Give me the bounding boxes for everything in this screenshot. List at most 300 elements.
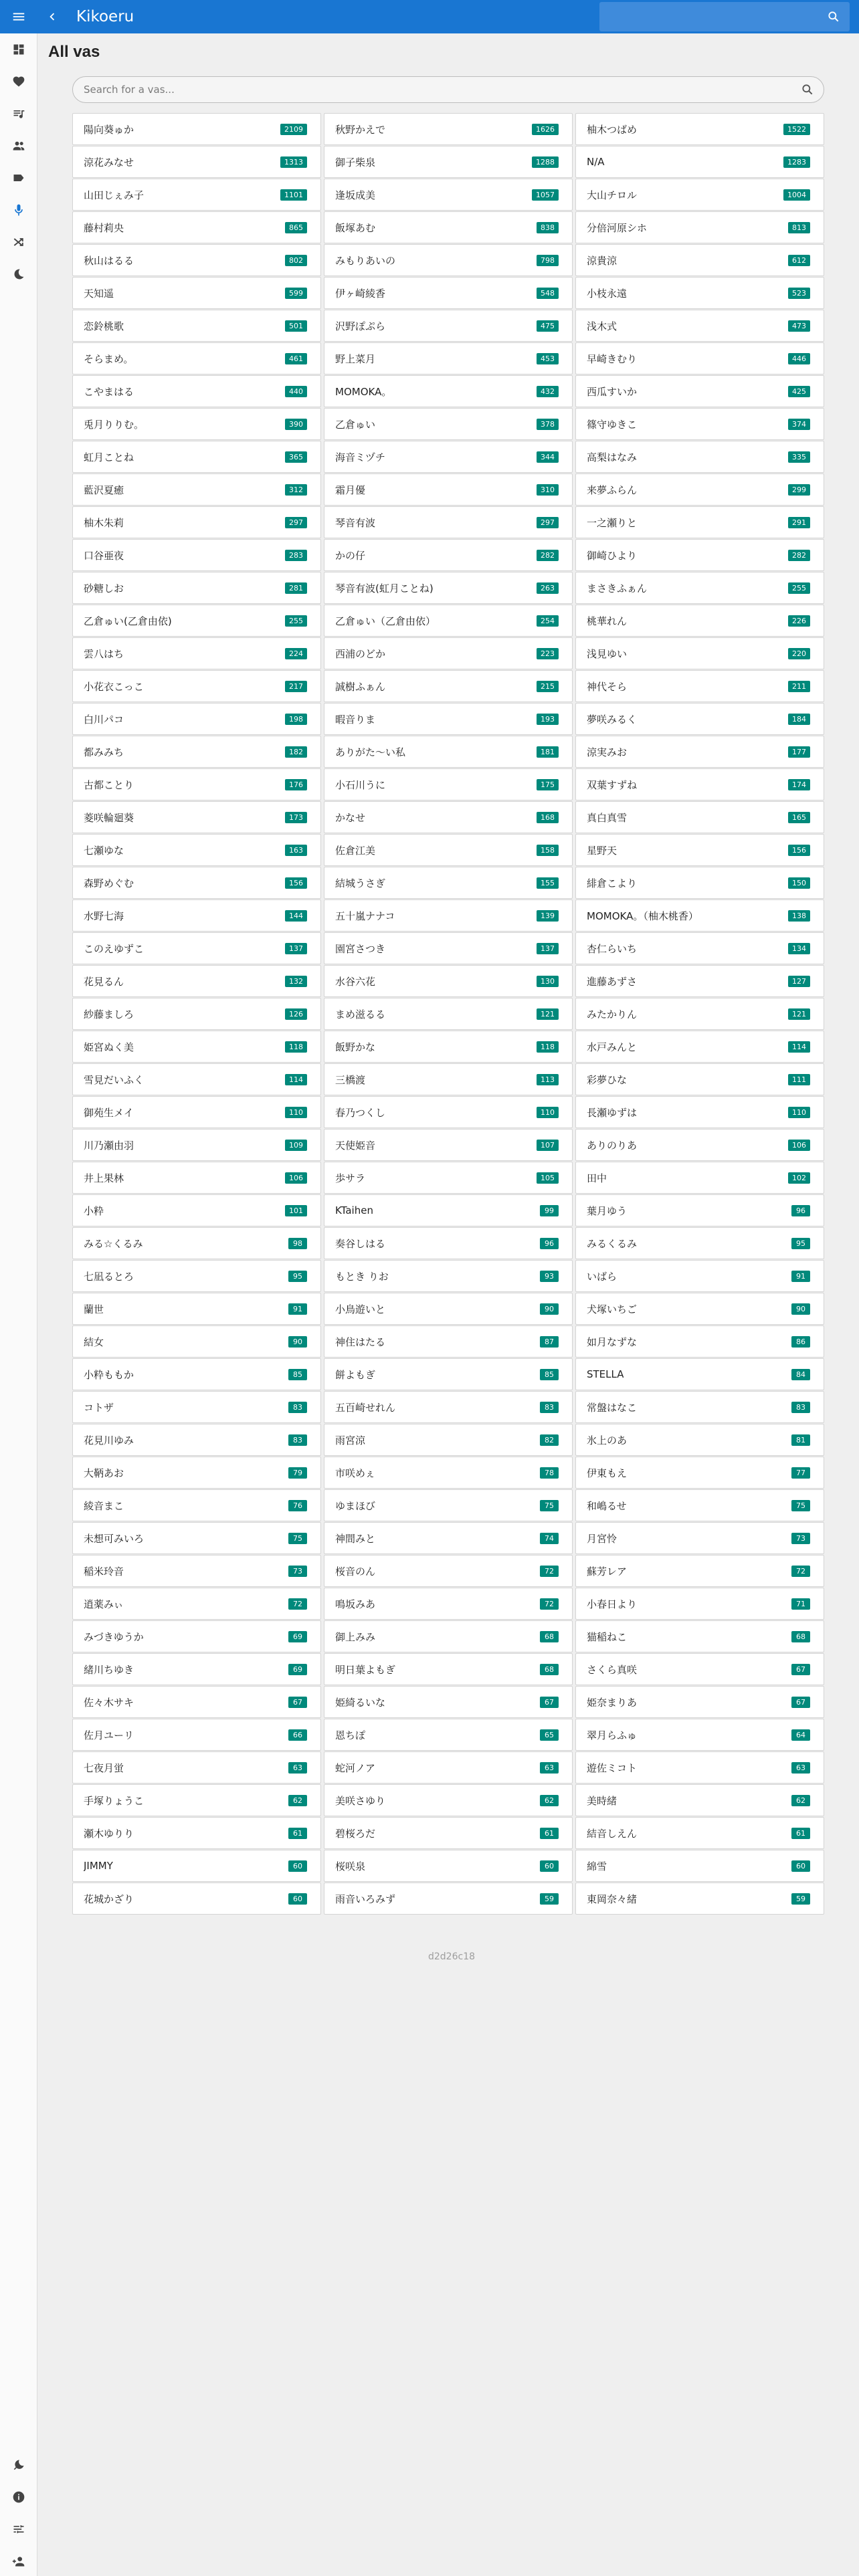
vas-search-field — [72, 76, 824, 103]
va-list-item[interactable] — [324, 179, 573, 211]
va-list-item[interactable] — [324, 1883, 573, 1915]
va-list-item[interactable] — [575, 1260, 824, 1292]
va-list-item[interactable] — [575, 473, 824, 506]
work-count-badge: 156 — [285, 877, 307, 889]
va-list-item[interactable] — [575, 1817, 824, 1849]
work-count-badge: 226 — [788, 615, 810, 627]
va-list-item[interactable] — [72, 899, 321, 932]
va-list-item[interactable] — [72, 572, 321, 604]
va-list-item[interactable] — [324, 1293, 573, 1325]
va-list-item[interactable] — [72, 113, 321, 145]
va-list-item[interactable] — [324, 1588, 573, 1620]
add-user-icon — [12, 2555, 25, 2568]
va-list-item[interactable] — [324, 539, 573, 571]
va-list-item[interactable] — [575, 277, 824, 309]
va-list-item[interactable] — [575, 899, 824, 932]
va-list-item[interactable] — [72, 1391, 321, 1423]
va-list-item[interactable] — [324, 1686, 573, 1718]
va-list-item[interactable] — [324, 768, 573, 800]
va-name: 花見るん — [84, 975, 124, 988]
va-list-item[interactable] — [575, 539, 824, 571]
work-count-badge: 163 — [285, 845, 307, 856]
va-list-item[interactable] — [575, 375, 824, 407]
va-list-item[interactable] — [575, 670, 824, 702]
va-list-item[interactable] — [324, 1817, 573, 1849]
sidebar-item-vas[interactable] — [0, 194, 37, 226]
va-list-item[interactable] — [72, 506, 321, 538]
va-list-item[interactable] — [72, 1063, 321, 1095]
va-list-item[interactable] — [575, 834, 824, 866]
va-list-item[interactable] — [575, 1653, 824, 1685]
va-list-item[interactable] — [575, 1489, 824, 1521]
va-list-item[interactable] — [324, 1850, 573, 1882]
va-list-item[interactable] — [575, 1358, 824, 1390]
va-list-item[interactable] — [72, 146, 321, 178]
va-list-item[interactable] — [324, 736, 573, 768]
va-list-item[interactable] — [575, 146, 824, 178]
va-list-item[interactable] — [575, 1096, 824, 1128]
va-list-item[interactable] — [324, 1162, 573, 1194]
work-count-badge: 98 — [288, 1238, 307, 1249]
va-name: 逢坂成美 — [335, 189, 376, 201]
va-list-item[interactable] — [324, 1031, 573, 1063]
work-count-badge: 175 — [537, 779, 559, 790]
va-list-item[interactable] — [575, 703, 824, 735]
work-count-badge: 150 — [788, 877, 810, 889]
va-list-item[interactable] — [324, 572, 573, 604]
va-list-item[interactable] — [72, 1850, 321, 1882]
va-name: 花見川ゆみ — [84, 1434, 134, 1446]
top-search-box[interactable] — [599, 2, 850, 31]
work-count-badge: 378 — [537, 419, 559, 430]
va-list-item[interactable] — [575, 998, 824, 1030]
va-list-item[interactable] — [72, 801, 321, 833]
va-list-item[interactable] — [72, 1358, 321, 1390]
va-list-item[interactable] — [324, 932, 573, 964]
work-count-badge: 1101 — [280, 189, 307, 201]
work-count-badge: 67 — [791, 1664, 810, 1675]
va-list-item[interactable] — [324, 637, 573, 669]
va-name: 餅よもぎ — [335, 1368, 376, 1381]
va-list-item[interactable] — [72, 408, 321, 440]
work-count-badge: 87 — [540, 1336, 559, 1348]
va-list-item[interactable] — [72, 539, 321, 571]
va-name: 真白真雪 — [587, 811, 628, 824]
va-list-item[interactable] — [72, 1031, 321, 1063]
va-name: 白川パコ — [84, 713, 124, 726]
sidebar-item-theme[interactable] — [0, 2449, 37, 2481]
va-list-item[interactable] — [575, 1686, 824, 1718]
va-list-item[interactable] — [72, 736, 321, 768]
va-name: 明日葉よもぎ — [335, 1663, 396, 1676]
work-count-badge: 67 — [288, 1697, 307, 1708]
work-count-badge: 1283 — [783, 156, 810, 168]
va-name: 涼貴涼 — [587, 254, 617, 267]
work-count-badge: 73 — [288, 1566, 307, 1577]
va-list-item[interactable] — [575, 736, 824, 768]
va-list-item[interactable] — [575, 1522, 824, 1554]
work-count-badge: 111 — [788, 1074, 810, 1085]
va-list-item[interactable] — [575, 1162, 824, 1194]
work-count-badge: 113 — [537, 1074, 559, 1085]
work-count-badge: 168 — [537, 812, 559, 823]
va-list-item[interactable] — [72, 1719, 321, 1751]
va-list-item[interactable] — [324, 998, 573, 1030]
work-count-badge: 75 — [288, 1533, 307, 1544]
va-list-item[interactable] — [324, 1063, 573, 1095]
va-list-item[interactable] — [324, 1358, 573, 1390]
va-list-item[interactable] — [324, 965, 573, 997]
va-list-item[interactable] — [324, 408, 573, 440]
va-list-item[interactable] — [72, 768, 321, 800]
va-list-item[interactable] — [72, 1555, 321, 1587]
va-list-item[interactable] — [575, 1194, 824, 1226]
va-list-item[interactable] — [575, 211, 824, 243]
work-count-badge: 137 — [285, 943, 307, 954]
work-count-badge: 90 — [791, 1303, 810, 1315]
sidebar — [0, 33, 37, 2576]
work-count-badge: 93 — [540, 1271, 559, 1282]
va-name: 夢咲みるく — [587, 713, 638, 726]
work-count-badge: 118 — [285, 1041, 307, 1053]
va-name: かなせ — [335, 811, 366, 824]
work-count-badge: 72 — [540, 1566, 559, 1577]
va-list-item[interactable] — [72, 965, 321, 997]
va-list-item[interactable] — [324, 1522, 573, 1554]
work-count-badge: 1004 — [783, 189, 810, 201]
va-list-item[interactable] — [575, 1031, 824, 1063]
va-name: 歩サラ — [335, 1172, 366, 1184]
va-list-item[interactable] — [72, 1227, 321, 1259]
va-name: 双葉すずね — [587, 778, 638, 791]
va-name: 沢野ぽぷら — [335, 320, 386, 332]
va-list-item[interactable] — [72, 1325, 321, 1358]
vas-search-input[interactable] — [73, 77, 795, 102]
va-list-item[interactable] — [72, 1588, 321, 1620]
va-list-item[interactable] — [324, 310, 573, 342]
work-count-badge: 66 — [288, 1729, 307, 1741]
search-icon[interactable] — [827, 10, 840, 23]
va-list-item[interactable] — [575, 1719, 824, 1751]
work-count-badge: 198 — [285, 714, 307, 725]
va-list-item[interactable] — [324, 277, 573, 309]
work-count-badge: 461 — [285, 353, 307, 364]
va-list-item[interactable] — [575, 244, 824, 276]
va-list-item[interactable] — [575, 1751, 824, 1784]
work-count-badge: 63 — [540, 1762, 559, 1774]
va-name: もとき りお — [335, 1270, 389, 1283]
va-list-item[interactable] — [575, 1850, 824, 1882]
work-count-badge: 85 — [540, 1369, 559, 1380]
work-count-badge: 95 — [791, 1238, 810, 1249]
va-name: 小春日より — [587, 1598, 638, 1610]
va-list-item[interactable] — [72, 703, 321, 735]
va-list-item[interactable] — [324, 1555, 573, 1587]
va-name: まめ滋るる — [335, 1008, 386, 1021]
va-list-item[interactable] — [72, 1883, 321, 1915]
va-list-item[interactable] — [324, 1260, 573, 1292]
va-list-item[interactable] — [324, 211, 573, 243]
va-list-item[interactable] — [324, 834, 573, 866]
va-list-item[interactable] — [575, 1883, 824, 1915]
va-name: 遊佐ミコト — [587, 1761, 638, 1774]
va-name: 桜音のん — [335, 1565, 376, 1578]
va-name: 杏仁らいち — [587, 942, 638, 955]
work-count-badge: 127 — [788, 976, 810, 987]
va-name: 手塚りょうこ — [84, 1794, 145, 1807]
va-list-item[interactable] — [324, 670, 573, 702]
va-list-item[interactable] — [72, 834, 321, 866]
va-list-item[interactable] — [72, 473, 321, 506]
work-count-badge: 62 — [540, 1795, 559, 1806]
va-list-item[interactable] — [575, 408, 824, 440]
va-list-item[interactable] — [72, 1817, 321, 1849]
va-list-item[interactable] — [72, 179, 321, 211]
work-count-badge: 813 — [788, 222, 810, 233]
heart-icon — [12, 75, 25, 88]
va-list-item[interactable] — [324, 1751, 573, 1784]
va-name: 神住はたる — [335, 1335, 386, 1348]
va-name: 蘭世 — [84, 1303, 104, 1315]
va-list-item[interactable] — [324, 473, 573, 506]
sidebar-item-dashboard[interactable] — [0, 33, 37, 66]
work-count-badge: 68 — [540, 1631, 559, 1642]
va-list-item[interactable] — [72, 1751, 321, 1784]
va-list-item[interactable] — [575, 965, 824, 997]
va-list-item[interactable] — [324, 1620, 573, 1652]
va-name: 霜月優 — [335, 484, 366, 496]
va-list-item[interactable] — [72, 1260, 321, 1292]
va-list-item[interactable] — [575, 1325, 824, 1358]
va-name: 綿雪 — [587, 1860, 607, 1872]
va-list-item[interactable] — [324, 801, 573, 833]
va-name: 桜咲泉 — [335, 1860, 366, 1872]
sidebar-item-playlists[interactable] — [0, 98, 37, 130]
app-title: Kikoeru — [76, 8, 134, 25]
va-list-item[interactable] — [72, 867, 321, 899]
work-count-badge: 109 — [285, 1140, 307, 1151]
va-list-item[interactable] — [72, 1096, 321, 1128]
va-list-item[interactable] — [575, 1391, 824, 1423]
va-name: MOMOKA。（柚木桃香） — [587, 909, 698, 922]
va-list-item[interactable] — [575, 605, 824, 637]
va-list-item[interactable] — [72, 211, 321, 243]
va-list-item[interactable] — [575, 1620, 824, 1652]
va-list-item[interactable] — [324, 146, 573, 178]
va-list-item[interactable] — [324, 342, 573, 374]
va-list-item[interactable] — [72, 932, 321, 964]
va-list-item[interactable] — [575, 1555, 824, 1587]
work-count-badge: 838 — [537, 222, 559, 233]
va-list-item[interactable] — [324, 506, 573, 538]
va-list-item[interactable] — [324, 605, 573, 637]
work-count-badge: 60 — [540, 1860, 559, 1872]
sidebar-item-circles[interactable] — [0, 130, 37, 162]
va-list-item[interactable] — [324, 1391, 573, 1423]
sidebar-item-random[interactable] — [0, 226, 37, 258]
va-name: 虹月ことね — [84, 451, 134, 463]
work-count-badge: 501 — [285, 320, 307, 332]
va-list-item[interactable] — [324, 1784, 573, 1816]
va-list-item[interactable] — [72, 637, 321, 669]
va-name: 恋鈴桃歌 — [84, 320, 124, 332]
work-count-badge: 106 — [285, 1172, 307, 1184]
va-list-item[interactable] — [72, 441, 321, 473]
va-list-item[interactable] — [575, 1784, 824, 1816]
va-list-item[interactable] — [72, 1489, 321, 1521]
va-list-item[interactable] — [72, 1457, 321, 1489]
va-list-item[interactable] — [324, 375, 573, 407]
va-list-item[interactable] — [72, 1293, 321, 1325]
page-title: All vas — [48, 43, 100, 61]
va-list-item[interactable] — [575, 441, 824, 473]
va-list-item[interactable] — [324, 1424, 573, 1456]
va-name: 乙倉ゅい（乙倉由依） — [335, 615, 436, 627]
work-count-badge: 99 — [540, 1205, 559, 1216]
va-list-item[interactable] — [575, 1457, 824, 1489]
va-list-item[interactable] — [72, 1653, 321, 1685]
work-count-badge: 101 — [285, 1205, 307, 1216]
sidebar-item-account[interactable] — [0, 2545, 37, 2576]
va-list-item[interactable] — [324, 113, 573, 145]
va-list-item[interactable] — [72, 1784, 321, 1816]
va-list-item[interactable] — [575, 1129, 824, 1161]
app-bar — [0, 0, 859, 33]
sidebar-item-dark-mode[interactable] — [0, 258, 37, 290]
vas-list — [72, 113, 824, 1915]
va-name: 陽向葵ゅか — [84, 123, 134, 136]
va-list-item[interactable] — [72, 277, 321, 309]
va-name: 姫綺るいな — [335, 1696, 386, 1709]
sidebar-item-tags[interactable] — [0, 162, 37, 194]
va-list-item[interactable] — [324, 1096, 573, 1128]
work-count-badge: 61 — [288, 1828, 307, 1839]
va-list-item[interactable] — [72, 1686, 321, 1718]
va-list-item[interactable] — [324, 1325, 573, 1358]
work-count-badge: 77 — [791, 1467, 810, 1479]
va-list-item[interactable] — [575, 572, 824, 604]
work-count-badge: 446 — [788, 353, 810, 364]
va-list-item[interactable] — [324, 441, 573, 473]
menu-icon — [11, 9, 26, 24]
va-name: 和嶋るせ — [587, 1499, 627, 1512]
va-list-item[interactable] — [575, 179, 824, 211]
sidebar-item-settings[interactable] — [0, 2513, 37, 2545]
va-list-item[interactable] — [575, 1063, 824, 1095]
va-name: 碧桜ろだ — [335, 1827, 376, 1840]
va-name: いばら — [587, 1270, 617, 1283]
va-list-item[interactable] — [72, 310, 321, 342]
va-list-item[interactable] — [575, 310, 824, 342]
work-count-badge: 255 — [285, 615, 307, 627]
va-list-item[interactable] — [324, 244, 573, 276]
va-name: みる☆くるみ — [84, 1237, 143, 1250]
menu-button[interactable] — [0, 0, 37, 33]
va-list-item[interactable] — [575, 637, 824, 669]
va-list-item[interactable] — [324, 867, 573, 899]
va-list-item[interactable] — [72, 1620, 321, 1652]
va-name: 兎月りりむ。 — [84, 418, 145, 431]
va-name: 翠月らふゅ — [587, 1729, 638, 1741]
va-list-item[interactable] — [72, 244, 321, 276]
va-list-item[interactable] — [575, 342, 824, 374]
work-count-badge: 263 — [537, 582, 559, 594]
va-name: 小石川うに — [335, 778, 386, 791]
va-list-item[interactable] — [72, 1424, 321, 1456]
work-count-badge: 72 — [288, 1598, 307, 1610]
va-list-item[interactable] — [324, 1227, 573, 1259]
microphone-icon — [12, 203, 25, 217]
va-list-item[interactable] — [324, 1129, 573, 1161]
va-list-item[interactable] — [324, 1457, 573, 1489]
work-count-badge: 193 — [537, 714, 559, 725]
va-list-item[interactable] — [575, 768, 824, 800]
va-name: 水戸みんと — [587, 1041, 638, 1053]
va-list-item[interactable] — [72, 1522, 321, 1554]
va-list-item[interactable] — [72, 605, 321, 637]
va-name: 緒川ちゆき — [84, 1663, 134, 1676]
va-list-item[interactable] — [324, 1194, 573, 1226]
va-list-item[interactable] — [575, 801, 824, 833]
va-list-item[interactable] — [324, 1653, 573, 1685]
va-list-item[interactable] — [72, 342, 321, 374]
work-count-badge: 96 — [791, 1205, 810, 1216]
work-count-badge: 282 — [537, 550, 559, 561]
va-name: 口谷亜夜 — [84, 549, 124, 562]
work-count-badge: 1288 — [532, 156, 559, 168]
va-list-item[interactable] — [575, 1588, 824, 1620]
va-name: 水谷六花 — [335, 975, 376, 988]
work-count-badge: 176 — [285, 779, 307, 790]
va-list-item[interactable] — [575, 113, 824, 145]
va-list-item[interactable] — [72, 1162, 321, 1194]
va-name: 篠守ゆきこ — [587, 418, 638, 431]
va-list-item[interactable] — [575, 1293, 824, 1325]
va-name: 七凪るとろ — [84, 1270, 134, 1283]
search-icon[interactable] — [801, 83, 814, 96]
va-list-item[interactable] — [575, 867, 824, 899]
va-list-item[interactable] — [324, 1719, 573, 1751]
work-count-badge: 475 — [537, 320, 559, 332]
va-list-item[interactable] — [72, 1129, 321, 1161]
work-count-badge: 95 — [288, 1271, 307, 1282]
va-name: 結女 — [84, 1335, 104, 1348]
work-count-badge: 85 — [288, 1369, 307, 1380]
work-count-badge: 599 — [285, 288, 307, 299]
va-list-item[interactable] — [72, 670, 321, 702]
va-list-item[interactable] — [575, 1227, 824, 1259]
va-list-item[interactable] — [324, 899, 573, 932]
work-count-badge: 86 — [791, 1336, 810, 1348]
va-list-item[interactable] — [575, 932, 824, 964]
va-list-item[interactable] — [575, 1424, 824, 1456]
sidebar-item-favourites[interactable] — [0, 66, 37, 98]
va-name: 田中 — [587, 1172, 607, 1184]
va-list-item[interactable] — [324, 703, 573, 735]
va-list-item[interactable] — [72, 1194, 321, 1226]
va-list-item[interactable] — [324, 1489, 573, 1521]
va-list-item[interactable] — [72, 375, 321, 407]
va-list-item[interactable] — [72, 998, 321, 1030]
va-name: 水野七海 — [84, 909, 124, 922]
va-name: 長瀬ゆずは — [587, 1106, 638, 1119]
back-button[interactable] — [37, 0, 67, 33]
work-count-badge: 365 — [285, 451, 307, 463]
va-name: さくら真咲 — [587, 1663, 638, 1676]
va-name: 結音しえん — [587, 1827, 638, 1840]
sidebar-item-about[interactable] — [0, 2481, 37, 2513]
va-list-item[interactable] — [575, 506, 824, 538]
